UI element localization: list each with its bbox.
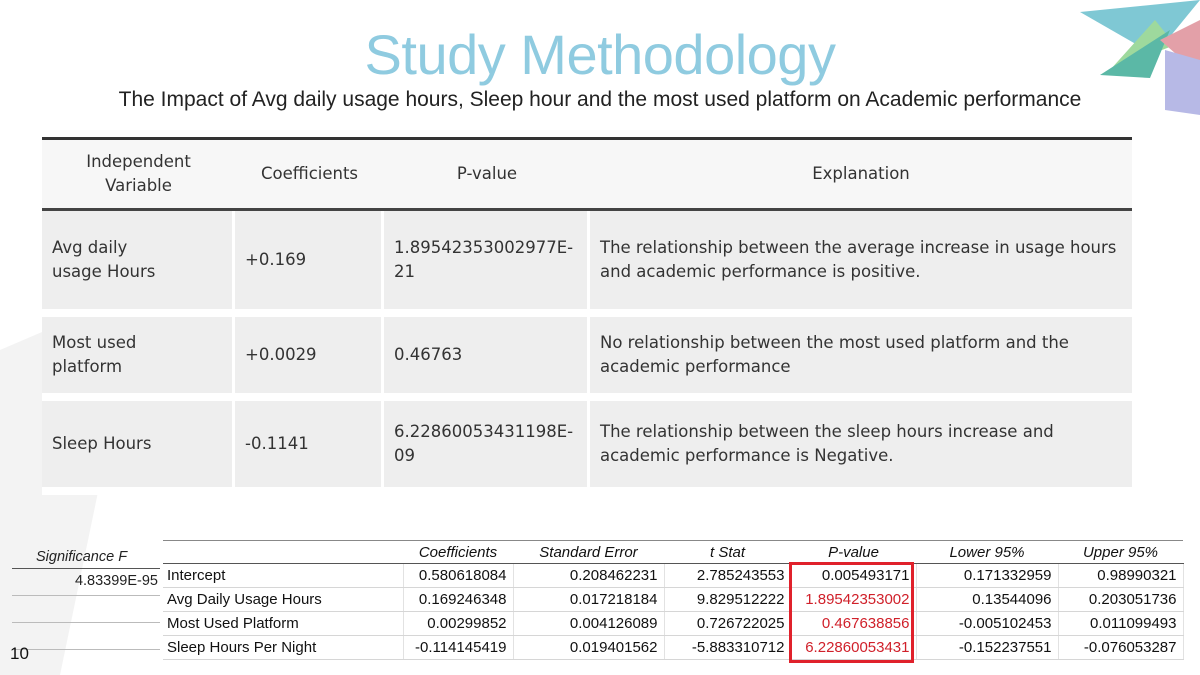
significance-blank-cell (12, 596, 160, 623)
reg-label: Sleep Hours Per Night (163, 636, 403, 660)
summary-header-row (42, 140, 1132, 211)
header-independent-variable: Independent Variable (42, 140, 235, 211)
reg-t-stat: 0.726722025 (664, 612, 791, 636)
row-variable: Avg daily usage Hours (42, 211, 235, 317)
reg-header-lower-95: Lower 95% (916, 541, 1058, 564)
reg-upper-95: 0.203051736 (1058, 588, 1183, 612)
reg-upper-95: 0.011099493 (1058, 612, 1183, 636)
header-coefficients: Coefficients (235, 140, 384, 211)
table-row (42, 317, 1132, 401)
row-coefficient: -0.1141 (235, 401, 384, 495)
row-explanation: No relationship between the most used platform and the academic performance (590, 317, 1132, 401)
significance-f-value: 4.83399E-95 (12, 569, 160, 596)
table-row (163, 564, 1183, 588)
reg-standard-error: 0.017218184 (513, 588, 664, 612)
reg-upper-95: -0.076053287 (1058, 636, 1183, 660)
reg-header-blank (163, 541, 403, 564)
row-coefficient: +0.0029 (235, 317, 384, 401)
row-p-value: 0.46763 (384, 317, 590, 401)
reg-header-upper-95: Upper 95% (1058, 541, 1183, 564)
row-explanation: The relationship between the sleep hours increase and academic performance is Negative. (590, 401, 1132, 495)
reg-upper-95: 0.98990321 (1058, 564, 1183, 588)
row-p-value: 1.89542353002977E-21 (384, 211, 590, 317)
reg-header-coefficients: Coefficients (403, 541, 513, 564)
table-row (163, 612, 1183, 636)
reg-label: Most Used Platform (163, 612, 403, 636)
significance-blank-cell (12, 623, 160, 650)
row-variable: Sleep Hours (42, 401, 235, 495)
reg-coefficient: 0.580618084 (403, 564, 513, 588)
table-row (163, 588, 1183, 612)
header-p-value: P-value (384, 140, 590, 211)
page-number: 10 (10, 644, 29, 663)
header-explanation: Explanation (590, 140, 1132, 211)
regression-header-row (163, 541, 1183, 564)
reg-standard-error: 0.004126089 (513, 612, 664, 636)
reg-coefficient: 0.00299852 (403, 612, 513, 636)
reg-p-value: 1.89542353002 (791, 588, 916, 612)
reg-header-p-value: P-value (791, 541, 916, 564)
reg-p-value: 0.005493171 (791, 564, 916, 588)
reg-label: Intercept (163, 564, 403, 588)
reg-header-standard-error: Standard Error (513, 541, 664, 564)
reg-t-stat: 2.785243553 (664, 564, 791, 588)
significance-f-box (12, 545, 160, 650)
table-row (163, 636, 1183, 660)
summary-table (42, 140, 1132, 495)
reg-standard-error: 0.019401562 (513, 636, 664, 660)
reg-t-stat: 9.829512222 (664, 588, 791, 612)
reg-lower-95: -0.152237551 (916, 636, 1058, 660)
regression-table (163, 540, 1184, 660)
significance-f-label: Significance F (12, 545, 160, 569)
row-coefficient: +0.169 (235, 211, 384, 317)
row-p-value: 6.22860053431198E-09 (384, 401, 590, 495)
reg-coefficient: 0.169246348 (403, 588, 513, 612)
reg-lower-95: -0.005102453 (916, 612, 1058, 636)
reg-p-value: 6.22860053431 (791, 636, 916, 660)
reg-label: Avg Daily Usage Hours (163, 588, 403, 612)
p-value-highlight-box (789, 562, 914, 663)
page-subtitle: The Impact of Avg daily usage hours, Sleep hour and the most used platform on Academic performance (118, 88, 1082, 111)
table-row (42, 211, 1132, 317)
reg-coefficient: -0.114145419 (403, 636, 513, 660)
reg-t-stat: -5.883310712 (664, 636, 791, 660)
table-row (42, 401, 1132, 495)
reg-lower-95: 0.171332959 (916, 564, 1058, 588)
reg-p-value: 0.467638856 (791, 612, 916, 636)
row-variable: Most used platform (42, 317, 235, 401)
page-title: Study Methodology (364, 23, 836, 86)
row-explanation: The relationship between the average increase in usage hours and academic performance is positive. (590, 211, 1132, 317)
reg-lower-95: 0.13544096 (916, 588, 1058, 612)
reg-standard-error: 0.208462231 (513, 564, 664, 588)
reg-header-t-stat: t Stat (664, 541, 791, 564)
